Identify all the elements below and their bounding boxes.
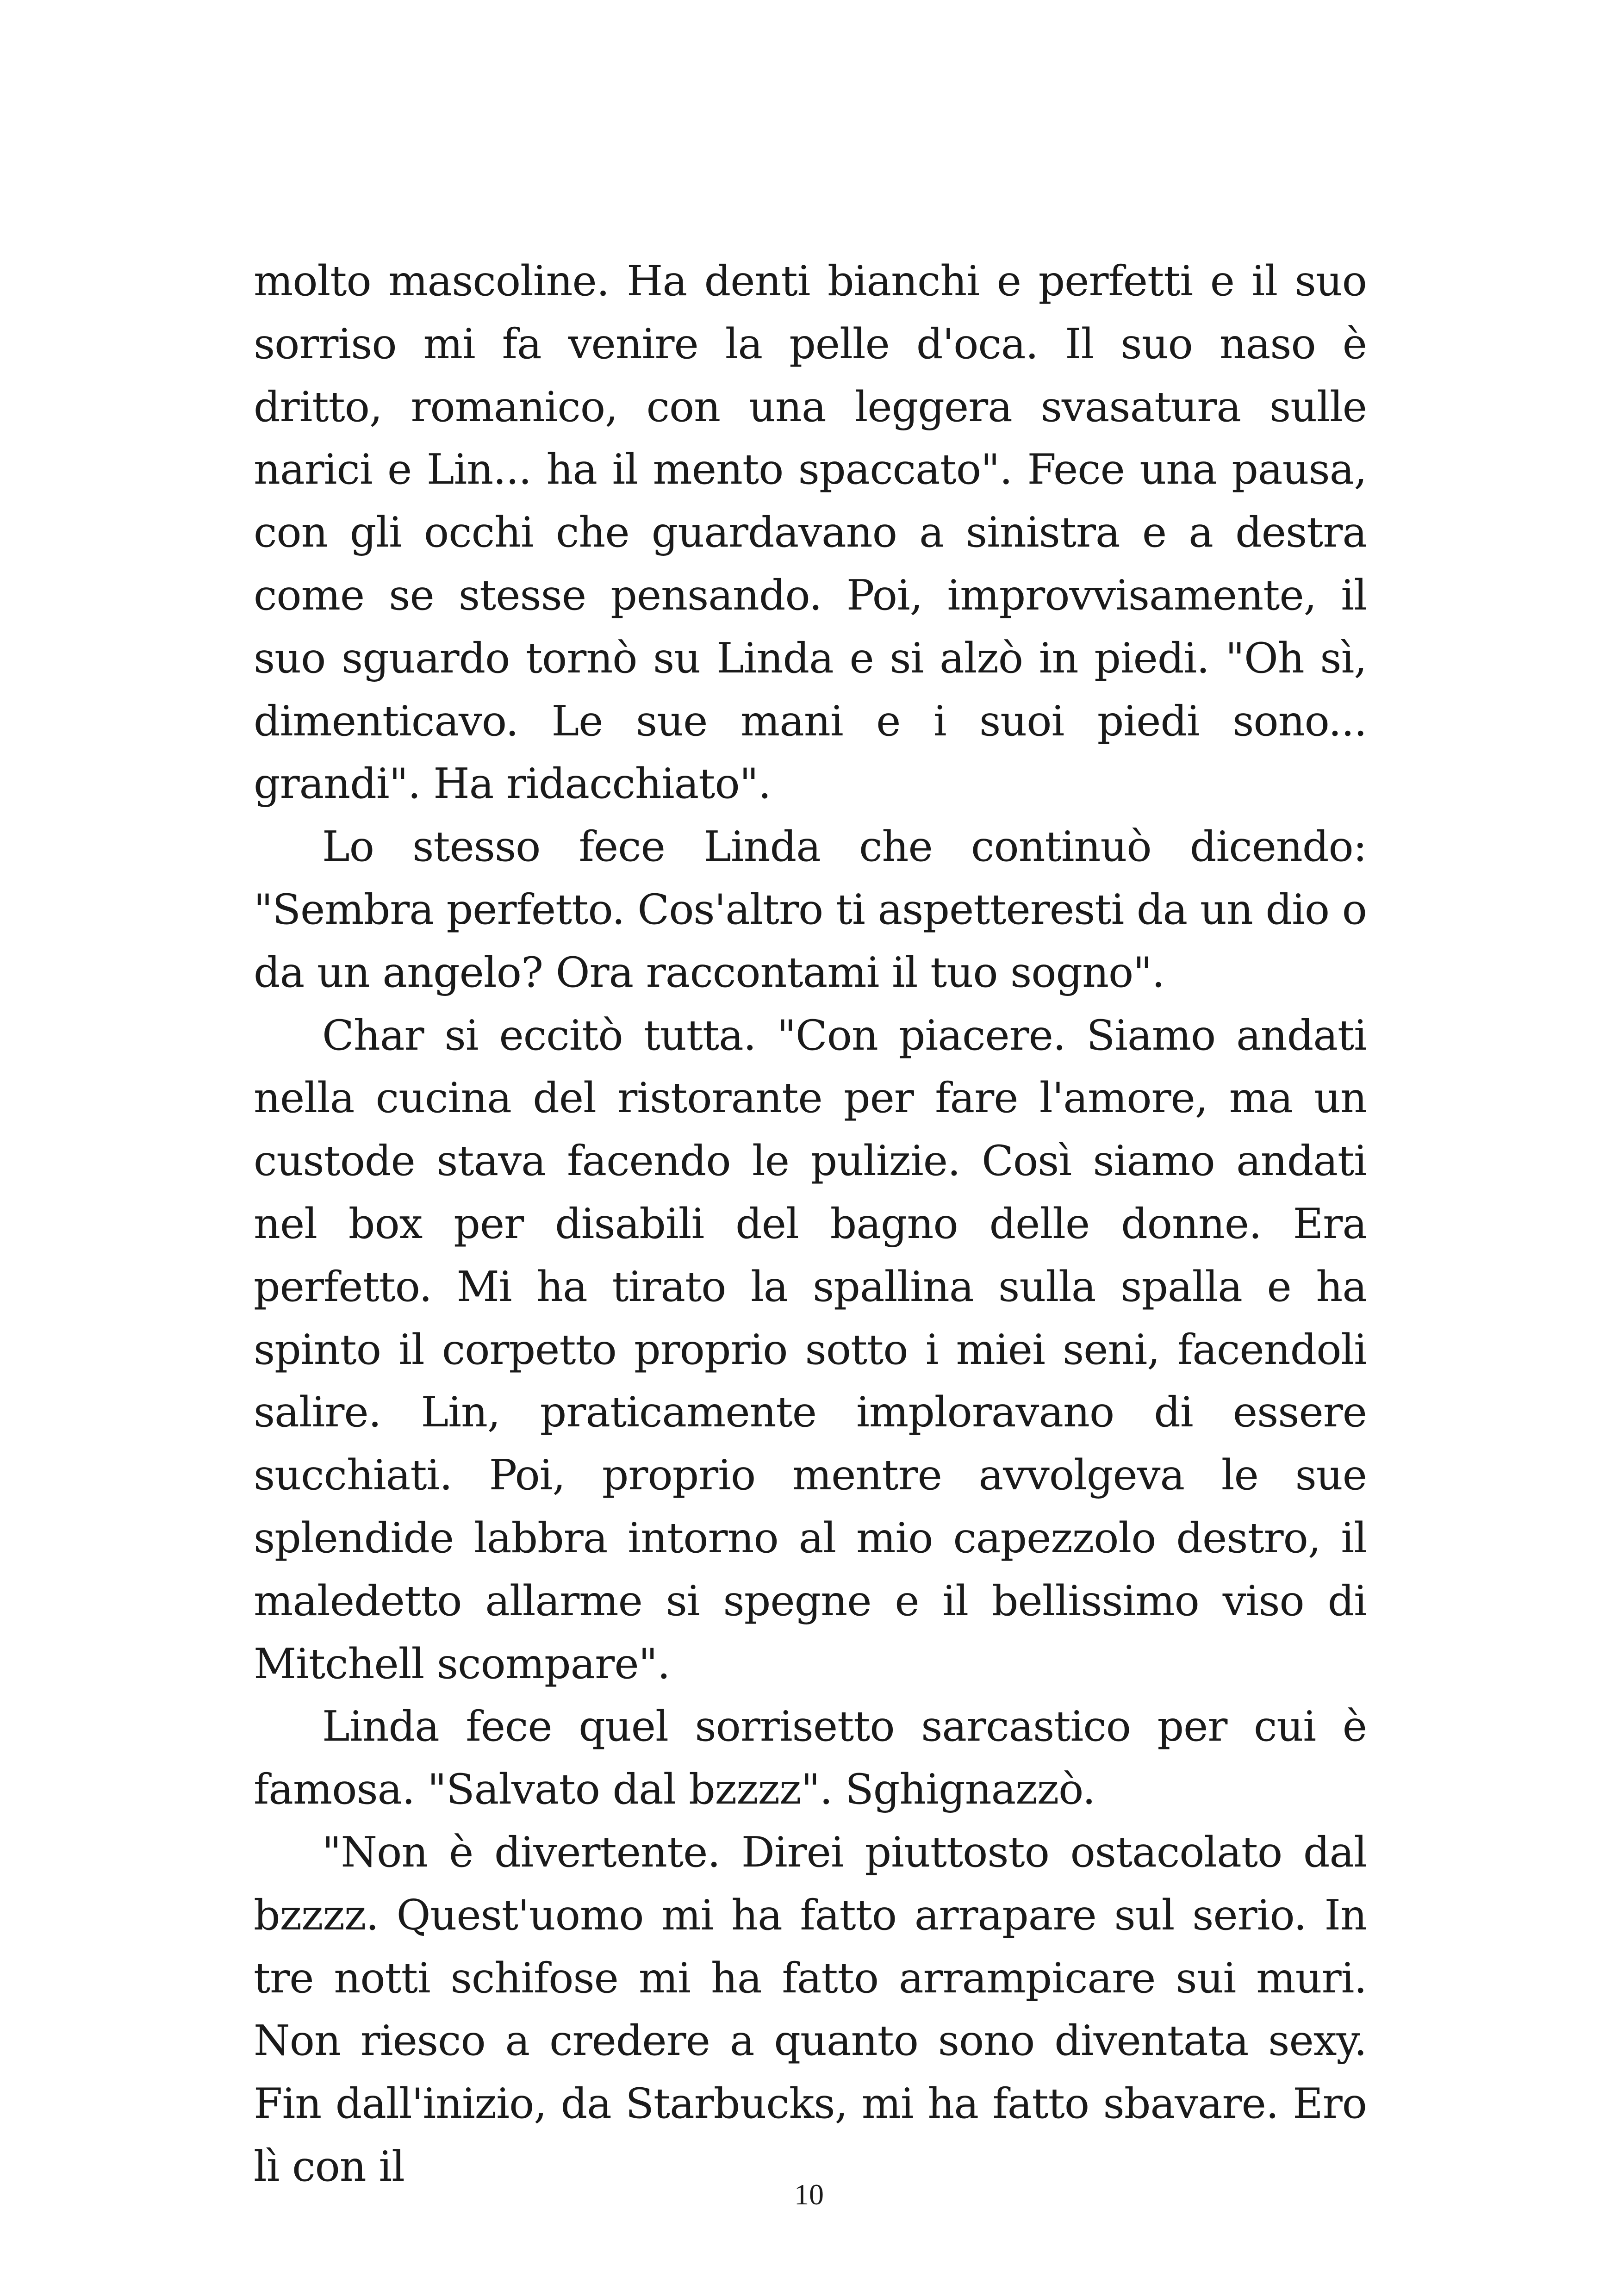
body-text: [254, 250, 1367, 2198]
paragraph-2: Lo stesso fece Linda che continuò dicendo: "Sembra perfetto. Cos'altro ti aspetteresti da un dio o da un angelo? Ora raccontami il tuo sogno".: [254, 822, 1367, 997]
paragraph-4: Linda fece quel sorrisetto sarcastico per cui è famosa. "Salvato dal bzzzz". Sghignazzò.: [254, 1702, 1367, 1814]
paragraph-5: "Non è divertente. Direi piuttosto ostacolato dal bzzzz. Quest'uomo mi ha fatto arrapare sul serio. In tre notti schifose mi ha fatto arrampicare sui muri. Non riesco a credere a quanto sono diventata sexy. Fin dall'inizio, da Starbucks, mi ha fatto sbavare. Ero lì con il: [254, 1828, 1367, 2191]
paragraph-3: Char si eccitò tutta. "Con piacere. Siamo andati nella cucina del ristorante per fare l'amore, ma un custode stava facendo le pulizie. Così siamo andati nel box per disabili del bagno delle donne. Era perfetto. Mi ha tirato la spallina sulla spalla e ha spinto il corpetto proprio sotto i miei seni, facendoli salire. Lin, praticamente imploravano di essere succhiati. Poi, proprio mentre avvolgeva le sue splendide labbra intorno al mio capezzolo destro, il maledetto allarme si spegne e il bellissimo viso di Mitchell scompare".: [254, 1011, 1367, 1688]
paragraph-1: molto mascoline. Ha denti bianchi e perfetti e il suo sorriso mi fa venire la pelle d'oca. Il suo naso è dritto, romanico, con una leggera svasatura sulle narici e Lin... ha il mento spaccato". Fece una pausa, con gli occhi che guardavano a sinistra e a destra come se stesse pensando. Poi, improvvisamente, il suo sguardo tornò su Linda e si alzò in piedi. "Oh sì, dimenticavo. Le sue mani e i suoi piedi sono... grandi". Ha ridacchiato".: [254, 257, 1367, 809]
page-number: 10: [794, 2178, 824, 2211]
